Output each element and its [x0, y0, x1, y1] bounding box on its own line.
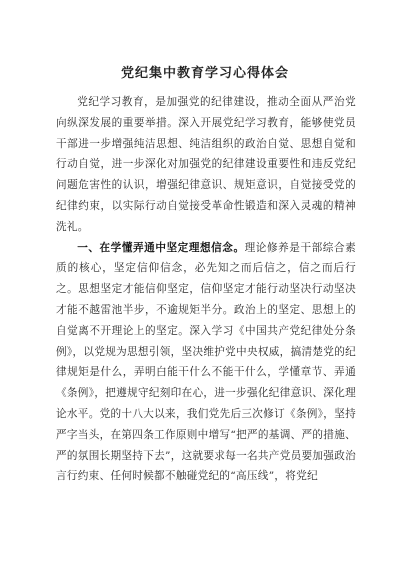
- document-body: [56, 92, 356, 487]
- section-one-heading: 一、在学懂弄通中坚定理想信念。: [77, 241, 245, 254]
- paragraph-section-one: [56, 238, 356, 488]
- paragraph-intro: [56, 92, 356, 238]
- section-one-text: 理论修养是干部综合素质的核心，坚定信仰信念，必先知之而后信之，信之而后行之。思想坚定才能信仰坚定，信仰坚定才能行动坚决行动坚决才能不越雷池半步，不逾规矩半分。政治上的坚定、思想上的自觉离不开理论上的坚定。深入学习《中国共产党纪律处分条例》，以党规为思想引领，坚决维护党中央权威，搞清楚党的纪律规矩是什么，弄明白能干什么不能干什么，学懂章节、弄通《条例》，把遵规守纪刻印在心，进一步强化纪律意识、深化理论水平。党的十八大以来，我们党先后三次修订《条例》，坚持严字当头，在第四条工作原则中增写“把严的基调、严的措施、严的氛围长期坚持下去”，这就要求每一名共产党员要加强政治言行约束、任何时候都不触碰党纪的“高压线”，将党纪: [56, 241, 357, 483]
- paragraph-intro-text: 党纪学习教育，是加强党的纪律建设，推动全面从严治党向纵深发展的重要举措。深入开展党纪学习教育，能够使党员干部进一步增强纯洁思想、纯洁组织的政治自觉、思想自觉和行动自觉，进一步深化对加强党的纪律建设重要性和违反党纪问题危害性的认识，增强纪律意识、规矩意识，自觉接受党的纪律约束，以实际行动自觉接受革命性锻造和深入灵魂的精神洗礼。: [56, 96, 356, 233]
- document-title: 党纪集中教育学习心得体会: [120, 66, 289, 81]
